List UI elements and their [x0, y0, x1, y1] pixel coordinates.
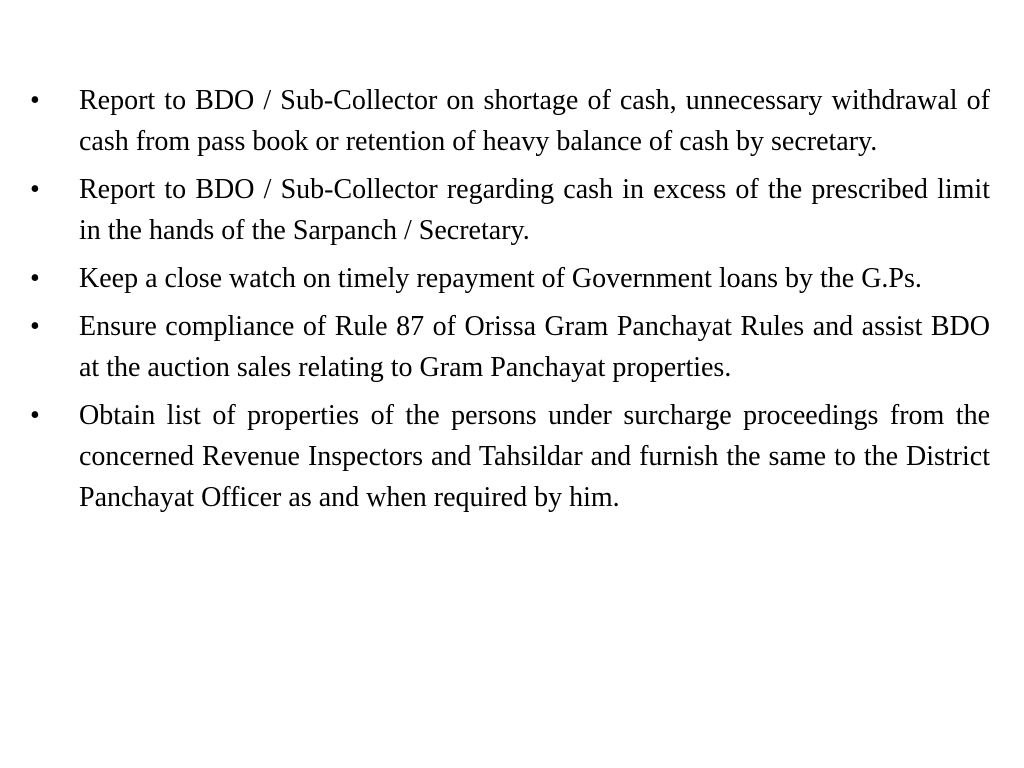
bullet-list: [30, 80, 990, 525]
list-item: [30, 80, 990, 162]
list-item: [30, 395, 990, 518]
bullet-icon: •: [30, 174, 40, 205]
bullet-icon: •: [30, 85, 40, 116]
list-item-text: Report to BDO / Sub-Collector on shortage of cash, unnecessary withdrawal of cash from pass book or retention of heavy balance of cash by secretary.: [79, 85, 990, 157]
list-item-text: Ensure compliance of Rule 87 of Orissa Gram Panchayat Rules and assist BDO at the auction sales relating to Gram Panchayat properties.: [79, 311, 990, 383]
list-item: [30, 258, 990, 299]
list-item-text: Keep a close watch on timely repayment of Government loans by the G.Ps.: [79, 263, 922, 294]
bullet-icon: •: [30, 311, 40, 342]
list-item-text: Report to BDO / Sub-Collector regarding cash in excess of the prescribed limit in the hands of the Sarpanch / Secretary.: [79, 174, 990, 246]
bullet-icon: •: [30, 400, 40, 431]
bullet-icon: •: [30, 263, 40, 294]
list-item-text: Obtain list of properties of the persons under surcharge proceedings from the concerned Revenue Inspectors and Tahsildar and furnish the same to the District Panchayat Officer as and when required by him.: [79, 400, 990, 513]
list-item: [30, 169, 990, 251]
list-item: [30, 306, 990, 388]
